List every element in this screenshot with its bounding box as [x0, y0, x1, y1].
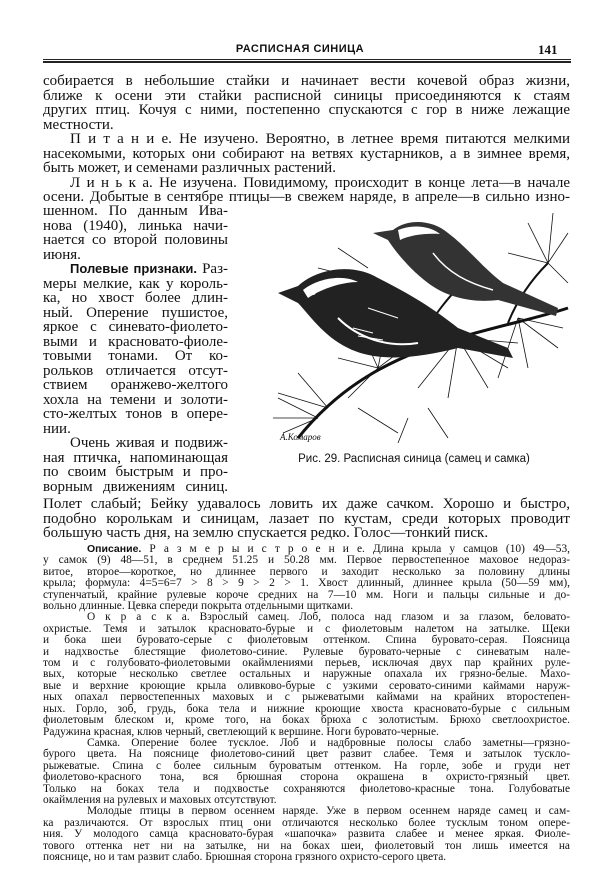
text-line — [43, 335, 228, 350]
text-line — [43, 103, 570, 118]
line-text: П и т а н и е. Не изучено. Вероятно, в летнее время питаются мелкими — [70, 131, 570, 147]
line-text: июня. — [43, 246, 81, 263]
text-line — [43, 306, 228, 321]
text-line — [43, 320, 228, 335]
line-text: нии. — [43, 420, 71, 437]
line-text: других птиц. Кочуя с ними, постепенно спускаются с гор в ниже лежащие — [43, 102, 570, 118]
line-text: окаймления на рулевых и маховых отсутствуют. — [43, 793, 277, 806]
line-text: ный. Оперение пушистое, — [43, 304, 228, 321]
line-text: шенном. По данным Ива- — [43, 203, 228, 219]
text-line — [43, 291, 228, 306]
text-block-narrow — [43, 204, 228, 494]
section-lead: Описание. — [87, 543, 142, 555]
page-number: 141 — [538, 42, 558, 57]
text-line — [43, 74, 570, 89]
line-text: меры мелкие, как у король- — [43, 275, 228, 292]
line-text: по своим быстрым и про- — [43, 464, 228, 480]
line-text: осени. Добытые в сентябре птицы—в свежем наряде, в апреле—в сильно изно- — [43, 189, 570, 205]
text-line — [43, 176, 570, 191]
text-line — [43, 233, 228, 248]
line-text: и надхвостье блестящие фиолетово-синие. Рулевые буровато-черные с синеватым нале- — [43, 645, 570, 658]
line-text: том и с голубовато-фиолетовыми окаймлениями перьев, исключая двух пар крайних руле- — [43, 657, 570, 670]
text-line — [43, 248, 228, 263]
line-text: местности. — [43, 116, 114, 133]
line-text: охристые. Темя и затылок красновато-бурые и с фиолетовым налетом на затылке. Щеки — [43, 622, 570, 635]
line-text: быть может, и семенами различных растений. — [43, 160, 336, 176]
bird-illustration — [258, 208, 570, 453]
section-lead: Полевые признаки. — [70, 261, 197, 276]
text-line — [43, 349, 228, 364]
line-text: ступенчатый, крайние рулевые короче средних на 7—10 мм. Ноги и пальцы сильные и до- — [43, 588, 570, 601]
line-text: вольно длинные. Цевка спереди покрыта отдельными щитками. — [43, 600, 354, 613]
text-line — [43, 132, 570, 147]
text-block-after-figure — [43, 497, 570, 541]
line-text: тового оттенка нет ни на затылке, ни на боках шеи, фиолетовый тон лишь имеется на — [43, 839, 570, 852]
line-text: ка различаются. От взрослых птиц они отличаются несколько более тусклым тоном опере- — [43, 816, 570, 829]
line-text: и бока шеи буровато-серые с фиолетовым оттенком. Спина буровато-серая. Поясница — [43, 634, 570, 647]
line-text: у самок (9) 48—51, в среднем 51.25 и 50.28 мм. Первое первостепенное маховое недораз- — [43, 554, 570, 567]
text-line — [43, 436, 228, 451]
line-text: большую часть дня, на землю спускается редко. Голос—тонкий писк. — [43, 525, 489, 541]
line-text: ствием оранжево-желтого — [43, 377, 228, 393]
line-text: фиолетово-красного тона, вся брюшная сторона окрашена в охристо-грязный цвет. — [43, 771, 570, 784]
line-text: выми и красновато-фиоле- — [43, 333, 228, 350]
line-text: нова (1940), линька начи- — [43, 217, 228, 234]
line-text: хохла на темени и золоти- — [43, 391, 228, 408]
text-line — [43, 219, 228, 234]
line-text: ная птичка, напоминающая — [43, 449, 228, 466]
line-text: пояснице, но и там развит слабо. Брюшная сторона грязного охристо-серого цвета. — [43, 850, 447, 863]
figure-caption: Рис. 29. Расписная синица (самец и самка) — [298, 453, 530, 465]
line-text: насекомыми, которых они собирают на ветвях кустарников, а в зимнее время, — [43, 145, 570, 162]
line-text: Только на боках тела и подхвостье сохраняются фиолетово-красные тона. Голубоватые — [43, 782, 570, 795]
text-block-top — [43, 74, 570, 205]
text-line — [43, 118, 570, 133]
line-text: ных. Горло, зоб, грудь, бока тела и нижние кроющие хвоста красновато-бурые с сильным — [43, 702, 570, 715]
text-line — [43, 852, 570, 863]
text-line — [43, 451, 228, 466]
text-line — [43, 422, 228, 437]
header-rule — [43, 59, 571, 63]
text-line — [43, 204, 228, 219]
text-line — [43, 480, 228, 495]
line-text: ка, но хвост более длин- — [43, 290, 228, 306]
text-line — [43, 407, 228, 422]
line-text: фиолетовым блеском и, кроме того, на боках брюха с золотистым. Брюхо светлоохристое. — [43, 714, 570, 727]
line-text: Раз- — [197, 261, 229, 277]
line-text: Л и н ь к а. Не изучена. Повидимому, происходит в конце лета—в начале — [70, 174, 570, 191]
line-text: вых, которые несколько светлее остальных и наружные опахала их грязно-белые. Махо- — [43, 668, 570, 681]
line-text: ближе к осени эти стайки расписной синицы присоединяются к стаям — [43, 87, 570, 104]
line-text: рольков отличается отсут- — [43, 362, 228, 379]
artist-signature: А.Комаров — [280, 432, 321, 442]
text-line — [43, 161, 570, 176]
line-text: рыжеватые. Спина с более сильным буроватым оттенком. На горле, зобе и груди нет — [43, 759, 570, 772]
line-text: витое, второе—короткое, но длиннее первого и заходит несколько за половину длины — [43, 565, 570, 578]
line-text: ных опахал первостепенных маховых и с рыжеватыми каймами на крайних второстепен- — [43, 691, 570, 704]
line-text: Радужина красная, клюв черный, светлеющий к вершине. Ноги буровато-черные. — [43, 725, 439, 738]
line-text: нается со второй половины — [43, 232, 228, 248]
line-text: бурого цвета. На пояснице фиолетово-синий цвет развит слабее. Темя и затылок тускло- — [43, 748, 570, 761]
line-text: крыла; формула: 4=5=6=7 > 8 > 9 > 2 > 1. Хвост длинный, длиннее крыла (50—59 мм), — [43, 577, 570, 590]
line-text: ния. У молодого самца красновато-бурая «шапочка» развита слабее и менее яркая. Фиоле- — [43, 828, 570, 841]
line-text: Р а з м е р ы и с т р о е н и е. Длина крыла у самцов (10) 49—53, — [141, 543, 570, 555]
line-text: собирается в небольшие стайки и начинает вести кочевой образ жизни, — [43, 73, 570, 89]
text-line — [43, 465, 228, 480]
text-line — [43, 526, 570, 541]
line-text: Полет слабый; Бейку удавалось ловить их даже сачком. Хорошо и быстро, — [43, 496, 570, 512]
line-text: О к р а с к а. Взрослый самец. Лоб, полоса над глазом и за глазом, беловато- — [87, 611, 570, 624]
text-line — [43, 497, 570, 512]
line-text: товыми тонами. От ко- — [43, 348, 228, 364]
text-line — [43, 364, 228, 379]
line-text: ворным движениям синиц. — [43, 478, 228, 495]
text-line — [43, 147, 570, 162]
running-title: РАСПИСНАЯ СИНИЦА — [235, 43, 365, 55]
line-text: Самка. Оперение более тусклое. Лоб и надбровные полосы слабо заметны—грязно- — [87, 736, 570, 749]
line-text: вые и верхние кроющие крыла оливково-бурые с узкими серовато-синими каймами наруж- — [43, 679, 570, 692]
text-line — [43, 89, 570, 104]
text-line — [43, 512, 570, 527]
line-text: сто-желтых тонов в опере- — [43, 406, 228, 422]
text-line — [43, 378, 228, 393]
line-text: подобно королькам и синицам, лазает по кустам, среди которых проводит — [43, 510, 570, 527]
line-text: Очень живая и подвиж- — [70, 435, 228, 451]
bird-drawing — [258, 208, 570, 448]
line-text: Молодые птицы в первом осеннем наряде. Уже в первом осеннем наряде самец и сам- — [87, 805, 570, 818]
line-text: яркое с синевато-фиолето- — [43, 319, 228, 335]
text-line — [43, 262, 228, 277]
description-block — [43, 544, 570, 863]
text-line — [43, 277, 228, 292]
text-line — [43, 393, 228, 408]
